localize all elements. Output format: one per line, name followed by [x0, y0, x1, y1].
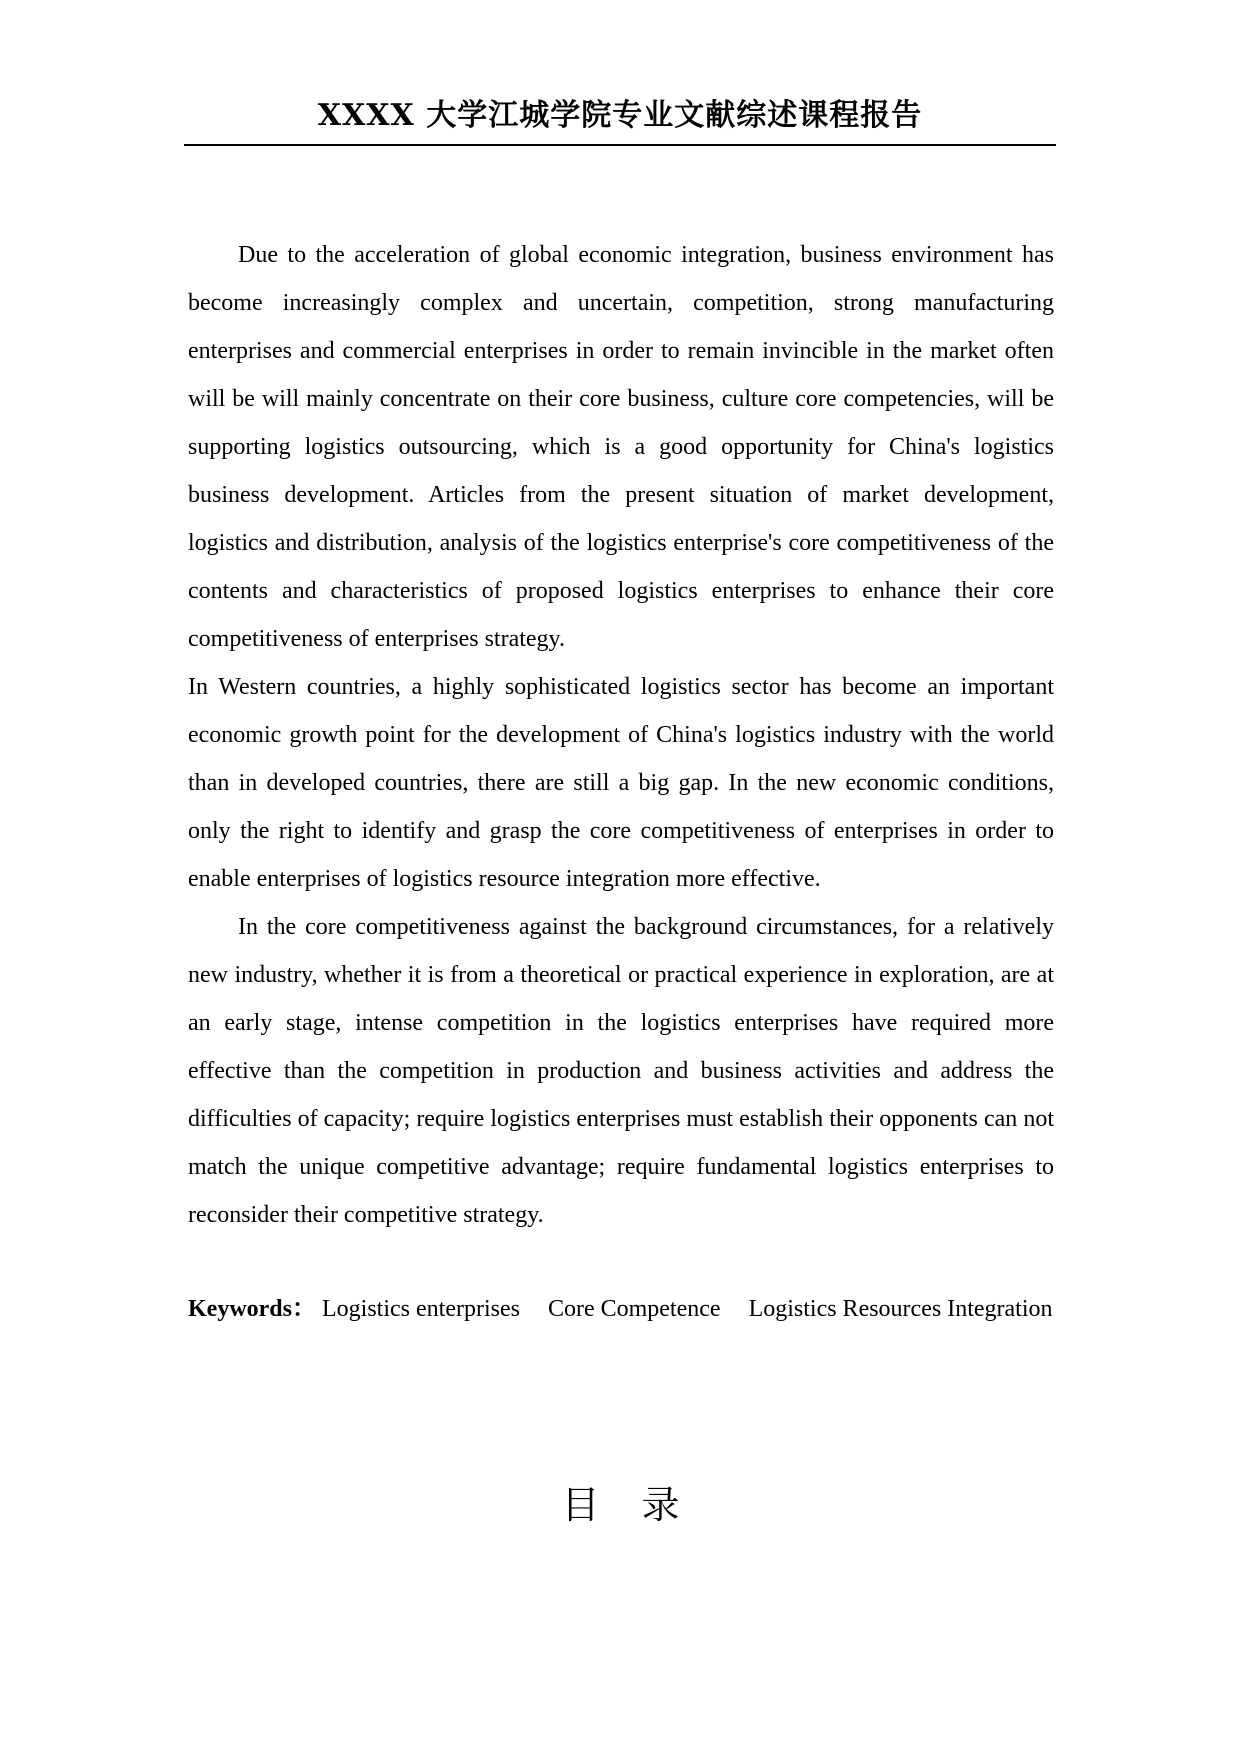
abstract-body	[188, 231, 1054, 1239]
toc-title: 目 录	[561, 1483, 680, 1527]
keyword-item: Logistics enterprises	[322, 1296, 520, 1322]
keywords-line	[188, 1291, 1088, 1327]
header-title: XXXX 大学江城学院专业文献综述课程报告	[317, 98, 923, 133]
abstract-paragraph: In Western countries, a highly sophisticated logistics sector has become an important economic growth point for the development of China's logistics industry with the world than in developed countries, there are still a big gap. In the new economic conditions, only the right to identify and grasp the core competitiveness of enterprises in order to enable enterprises of logistics resource integration more effective.	[188, 674, 1054, 892]
abstract-paragraph: Due to the acceleration of global economic integration, business environment has become increasingly complex and uncertain, competition, strong manufacturing enterprises and commercial enterprises in order to remain invincible in the market often will be will mainly concentrate on their core business, culture core competencies, will be supporting logistics outsourcing, which is a good opportunity for China's logistics business development. Articles from the present situation of market development, logistics and distribution, analysis of the logistics enterprise's core competitiveness of the contents and characteristics of proposed logistics enterprises to enhance their core competitiveness of enterprises strategy.	[188, 242, 1054, 652]
page-header	[184, 96, 1056, 146]
abstract-paragraph: In the core competitiveness against the background circumstances, for a relatively new industry, whether it is from a theoretical or practical experience in exploration, are at an early stage, intense competition in the logistics enterprises have required more effective than the competition in production and business activities and address the difficulties of capacity; require logistics enterprises must establish their opponents can not match the unique competitive advantage; require fundamental logistics enterprises to reconsider their competitive strategy.	[188, 914, 1054, 1228]
keywords-label: Keywords：	[188, 1296, 316, 1322]
keyword-item: Core Competence	[547, 1296, 721, 1322]
keyword-item: Logistics Resources Integration	[748, 1296, 1053, 1322]
